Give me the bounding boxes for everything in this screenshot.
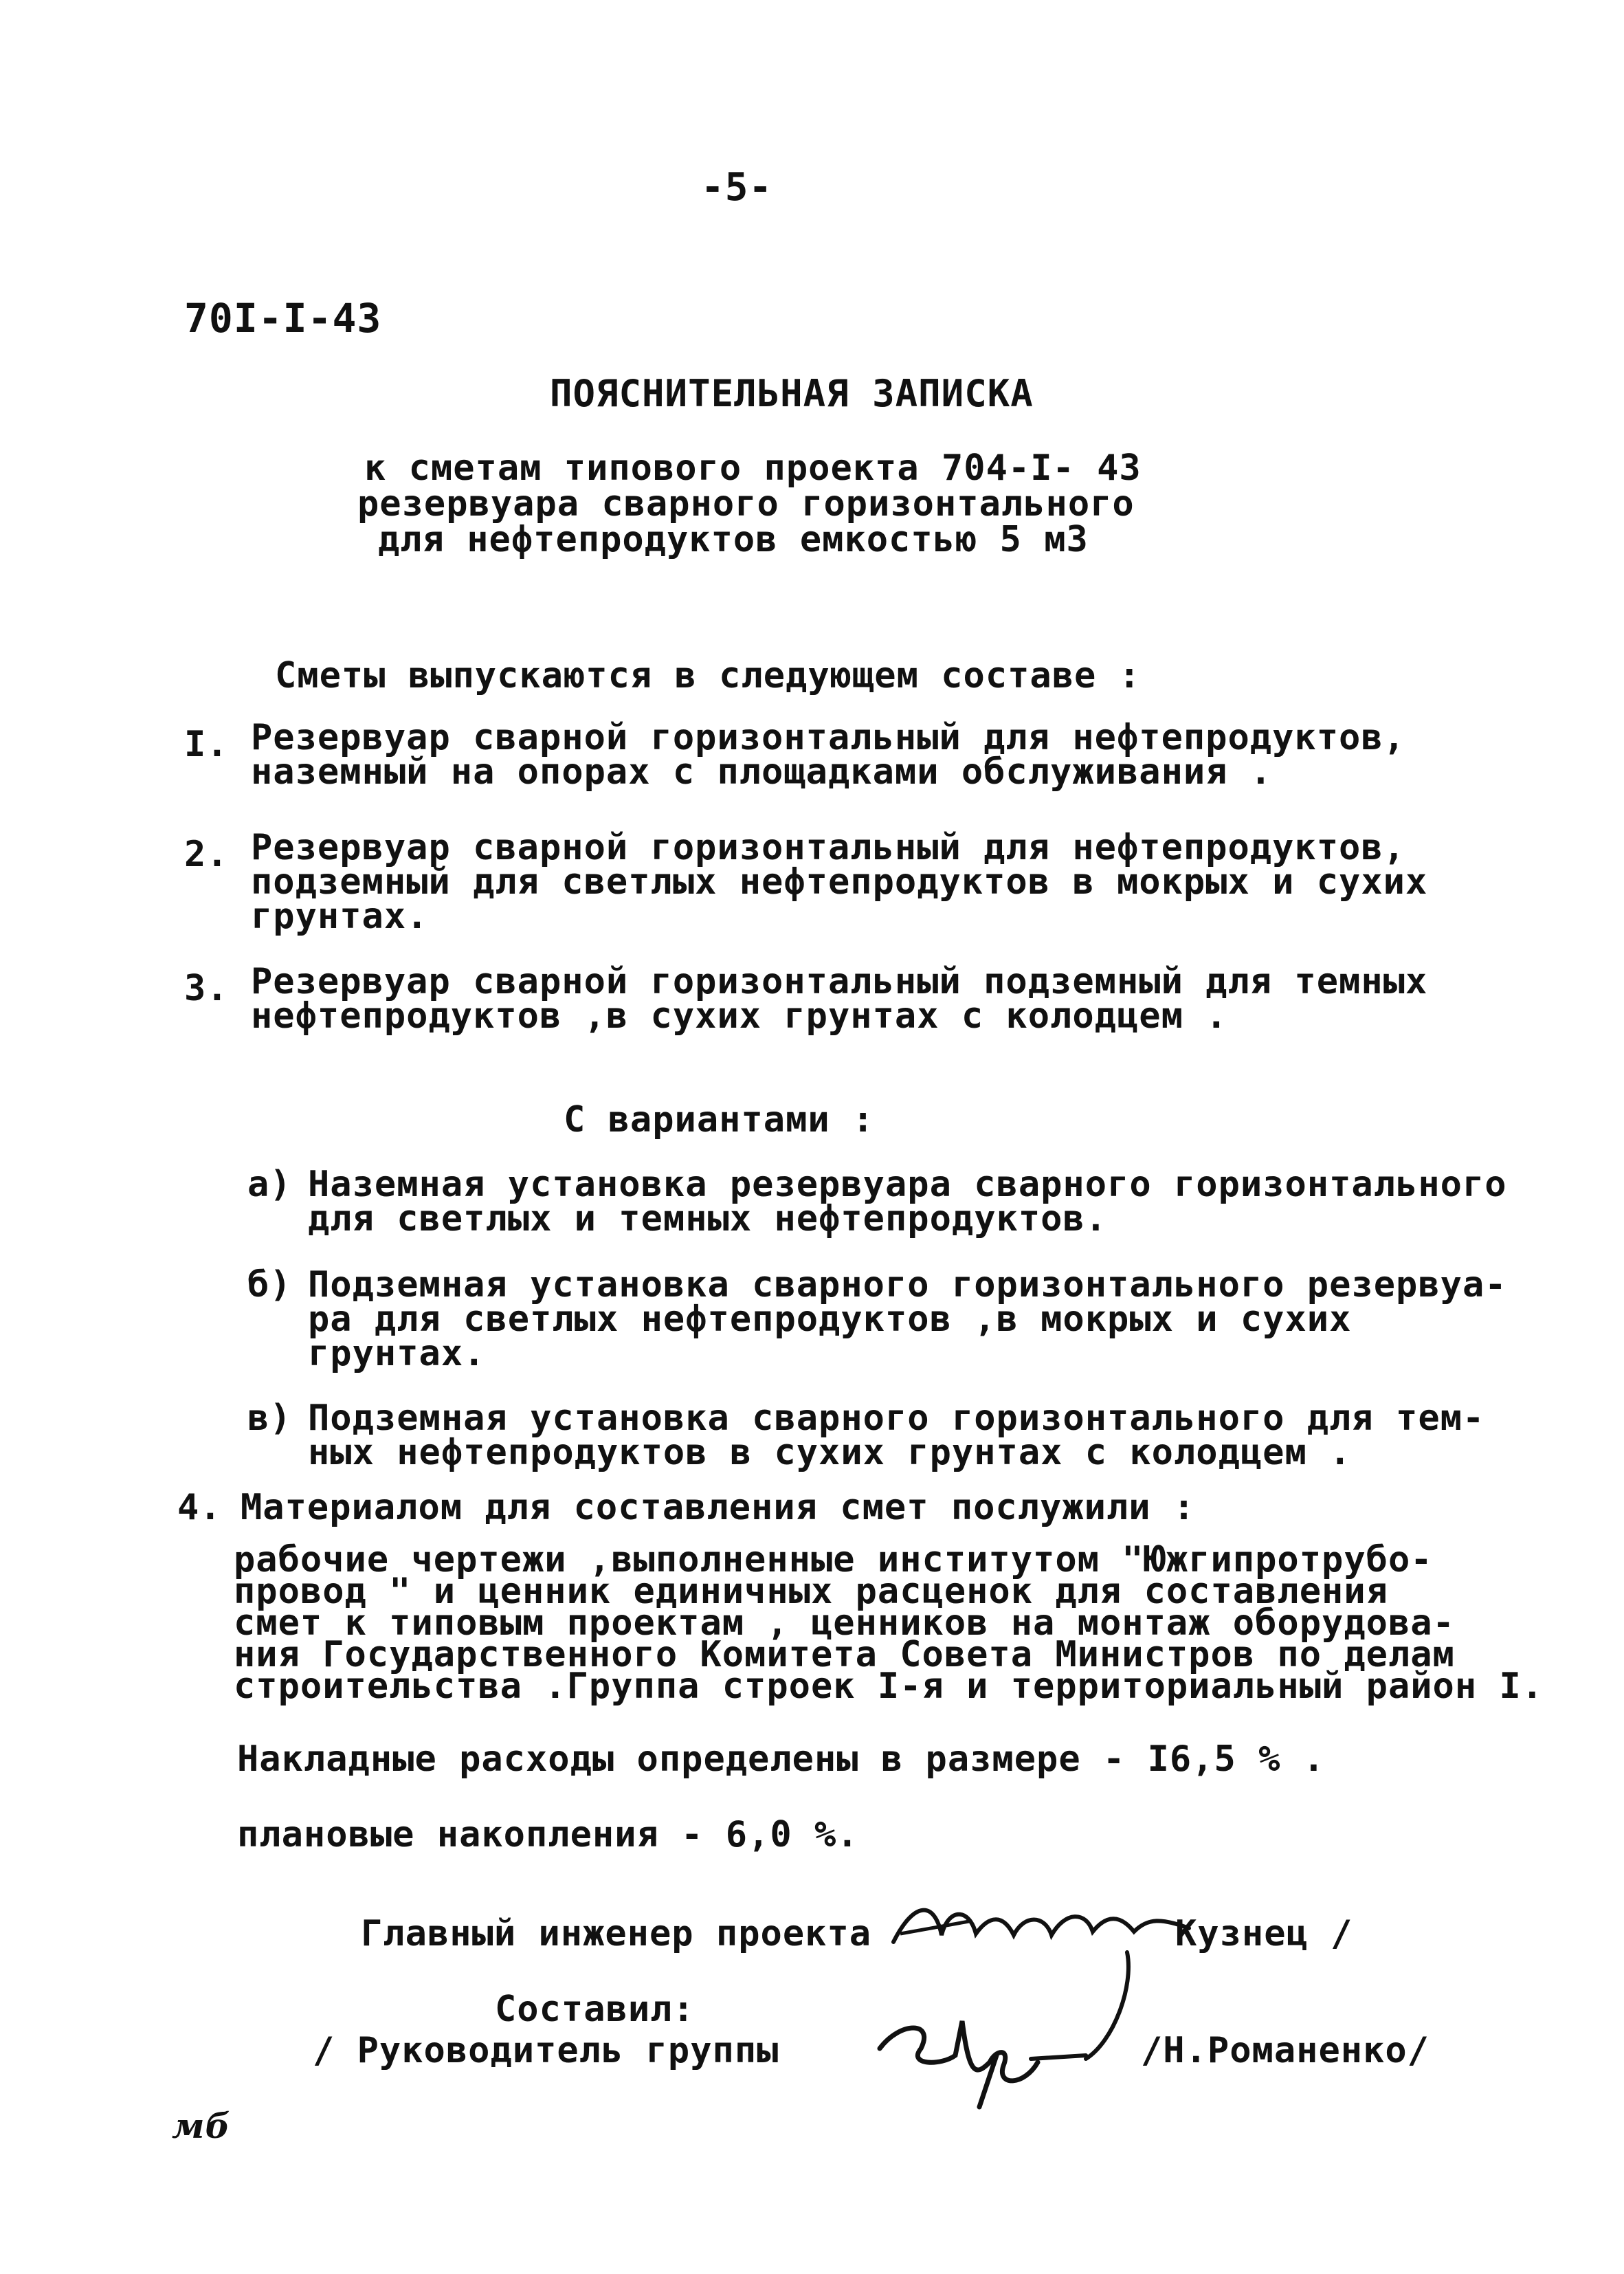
subtitle-block bbox=[357, 445, 1142, 562]
variant-line: грунтах. bbox=[308, 1333, 486, 1374]
intro-line: Сметы выпускаются в следующем составе : bbox=[275, 655, 1141, 696]
group-leader-signature bbox=[859, 1945, 1189, 2110]
list-item bbox=[251, 825, 1427, 939]
paragraph-line: рабочие чертежи ,выполненные институтом "Южгипротрубо- bbox=[234, 1539, 1433, 1580]
compiled-label: Составил: bbox=[495, 1989, 695, 2030]
item-line: Резервуар сварной горизонтальный для нефтепродуктов, bbox=[251, 717, 1405, 758]
subtitle-line: для нефтепродуктов емкостью 5 м3 bbox=[378, 519, 1089, 560]
paragraph-line: смет к типовым проектам , ценников на монтаж оборудова- bbox=[234, 1602, 1455, 1644]
variant-label: б) bbox=[247, 1264, 292, 1305]
chief-engineer-name: Кузнец / bbox=[1175, 1913, 1353, 1954]
group-leader-role: / Руководитель группы bbox=[313, 2030, 779, 2071]
paragraph-line: строительства .Группа строек I-я и территориальный район I. bbox=[234, 1666, 1544, 1707]
item-heading: Материалом для составления смет послужили : bbox=[241, 1487, 1196, 1528]
variant-line: Подземная установка сварного горизонтального для тем- bbox=[308, 1398, 1485, 1439]
variant-label: а) bbox=[247, 1164, 292, 1205]
item-number: 2. bbox=[184, 834, 229, 875]
paragraph-line: ния Государственного Комитета Совета Министров по делам bbox=[234, 1634, 1455, 1675]
planned-savings: плановые накопления - 6,0 %. bbox=[237, 1814, 859, 1855]
variant-item bbox=[308, 1395, 1484, 1475]
subtitle-line: резервуара сварного горизонтального bbox=[357, 483, 1135, 525]
variant-line: ра для светлых нефтепродуктов ,в мокрых и сухих bbox=[308, 1299, 1352, 1340]
paragraph-line: провод " и ценник единичных расценок для составления bbox=[234, 1571, 1388, 1612]
subtitle-line: к сметам типового проекта 704-I- 43 bbox=[364, 448, 1142, 489]
item-line: Резервуар сварной горизонтальный подземный для темных bbox=[251, 961, 1428, 1002]
variant-label: в) bbox=[247, 1398, 292, 1439]
footer-mark: мб bbox=[172, 2106, 231, 2146]
item-line: грунтах. bbox=[251, 896, 429, 937]
list-item bbox=[251, 959, 1427, 1039]
variants-heading: С вариантами : bbox=[564, 1099, 875, 1140]
group-leader-name: /Н.Романенко/ bbox=[1141, 2030, 1430, 2071]
doc-code: 70I-I-43 bbox=[184, 295, 382, 342]
variant-line: для светлых и темных нефтепродуктов. bbox=[308, 1198, 1108, 1239]
item-number: I. bbox=[184, 724, 229, 765]
item-paragraph bbox=[234, 1537, 1544, 1709]
chief-engineer-role: Главный инженер проекта bbox=[361, 1913, 872, 1954]
overhead-costs: Накладные расходы определены в размере - I6,5 % . bbox=[237, 1738, 1326, 1780]
variant-line: Подземная установка сварного горизонтального резервуа- bbox=[308, 1264, 1507, 1305]
item-number: 3. bbox=[184, 968, 229, 1009]
item-line: наземный на опорах с площадками обслуживания . bbox=[251, 751, 1273, 793]
item-number: 4. bbox=[177, 1487, 222, 1528]
variant-line: Наземная установка резервуара сварного горизонтального bbox=[308, 1164, 1507, 1205]
variant-item bbox=[308, 1262, 1507, 1376]
item-line: Резервуар сварной горизонтальный для нефтепродуктов, bbox=[251, 827, 1405, 868]
variant-item bbox=[308, 1162, 1507, 1241]
list-item bbox=[251, 715, 1405, 795]
item-line: нефтепродуктов ,в сухих грунтах с колодцем . bbox=[251, 995, 1228, 1037]
item-line: подземный для светлых нефтепродуктов в мокрых и сухих bbox=[251, 861, 1428, 903]
page-number: -5- bbox=[701, 165, 773, 210]
variant-line: ных нефтепродуктов в сухих грунтах с колодцем . bbox=[308, 1432, 1352, 1473]
document-title: ПОЯСНИТЕЛЬНАЯ ЗАПИСКА bbox=[550, 372, 1034, 415]
